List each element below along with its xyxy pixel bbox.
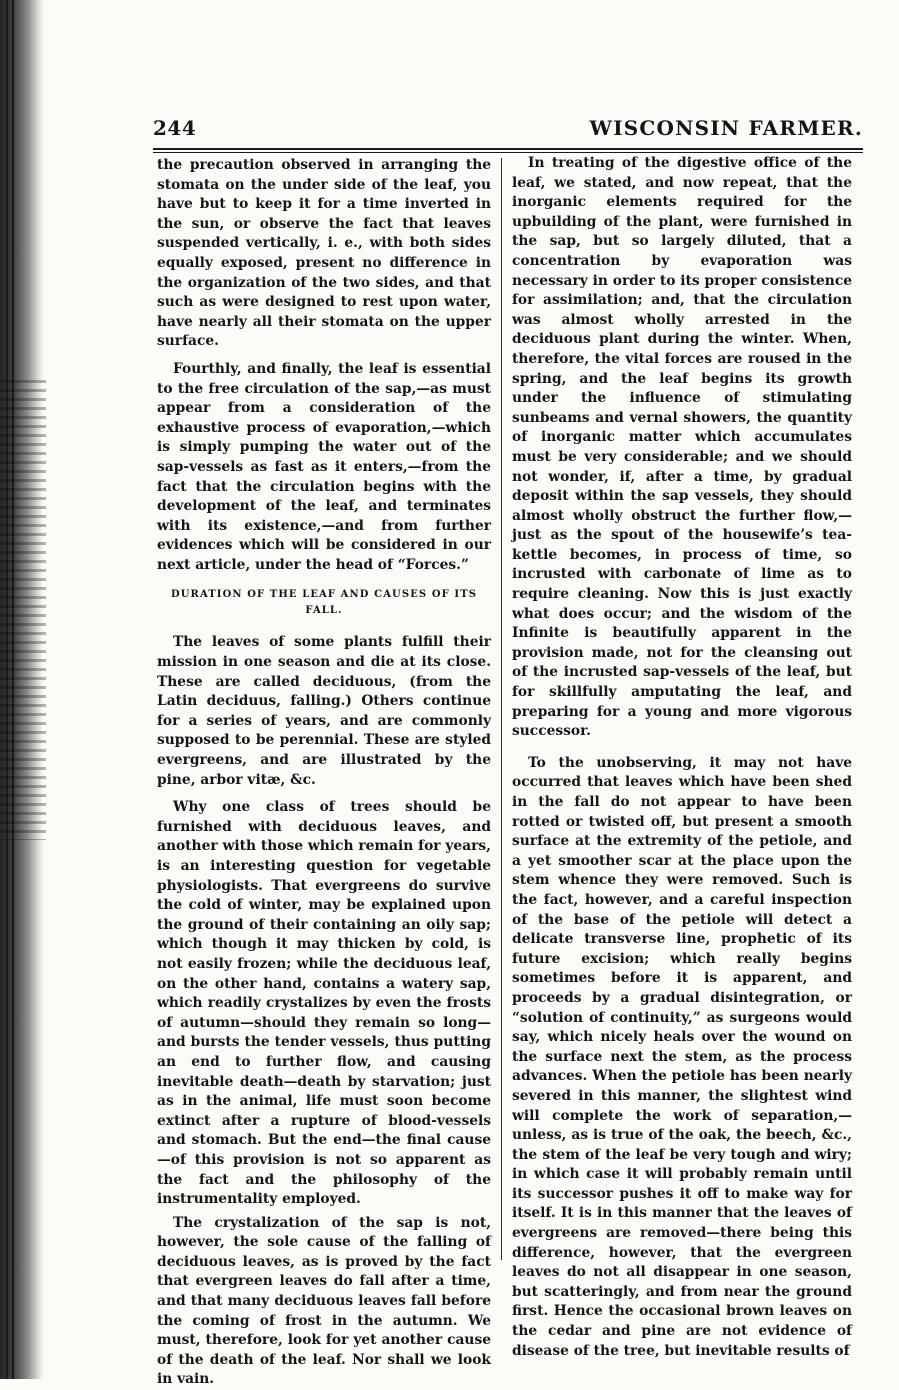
page-edge-bleed	[0, 380, 46, 840]
header-rule	[153, 148, 863, 153]
section-heading: DURATION OF THE LEAF AND CAUSES OF ITS FALL.	[170, 589, 478, 617]
left-column	[157, 156, 491, 1390]
page-number: 244	[153, 116, 197, 140]
paragraph: The crystalization of the sap is not, however, the sole cause of the falling of deciduous leaves, as is proved by the fact that evergreen leaves do fall after a time, and that many deciduous leaves fall before the coming of frost in the autumn. We must, therefore, look for yet another cause of the death of the leaf. Nor shall we look in vain.	[157, 1214, 491, 1388]
paragraph: The leaves of some plants fulfill their mission in one season and die at its close. These are called deciduous, (from the Latin deciduus, falling.) Others continue for a series of years, and are commonly supposed to be perennial. These are styled evergreens, and are illustrated by the pine, arbor vitæ, &c.	[157, 634, 491, 788]
column-divider	[501, 158, 502, 1260]
paragraph: the precaution observed in arranging the stomata on the under side of the leaf, you have but to keep it for a time inverted in the sun, or observe the fact that leaves suspended vertically, i. e., with both sides equally exposed, present no difference in the organization of the two sides, and that such as were designed to rest upon water, have nearly all their stomata on the upper surface.	[157, 157, 491, 350]
paragraph: Fourthly, and finally, the leaf is essential to the free circulation of the sap,—as must appear from a consideration of the exhaustive process of evaporation,—which is simply pumping the water out of the sap-vessels as fast as it enters,—from the fact that the circulation begins with the development of the leaf, and terminates with its existence,—and from further evidences which will be considered in our next article, under the head of “Forces.”	[157, 360, 491, 573]
right-column	[512, 154, 852, 1361]
running-title: WISCONSIN FARMER.	[589, 116, 863, 140]
page-header	[153, 116, 863, 150]
paragraph: In treating of the digestive office of the leaf, we stated, and now repeat, that the inorganic elements required for the upbuilding of the plant, were furnished in the sap, but so largely diluted, that a concentration by evaporation was necessary in order to its proper consistence for assimilation; and, that the circulation was almost wholly arrested in the deciduous plant during the winter. When, therefore, the vital forces are roused in the spring, and the leaf begins its growth under the influence of stimulating sunbeams and vernal showers, the quantity of inorganic matter which accumulates must be very considerable; and we should not wonder, if, after a time, by gradual deposit within the sap vessels, they should almost wholly obstruct the further flow,—just as the spout of the housewife’s tea-kettle becomes, in process of time, so incrusted with carbonate of lime as to require cleaning. Now this is just exactly what does occur; and the wisdom of the Infinite is beautifully apparent in the provision made, not for the cleansing out of the incrusted sap-vessels of the leaf, but for skillfully amputating the leaf, and preparing for a young and more vigorous successor.	[512, 155, 852, 740]
paragraph: Why one class of trees should be furnished with deciduous leaves, and another with those which remain for years, is an interesting question for vegetable physiologists. That evergreens do survive the cold of winter, may be explained upon the ground of their containing an oily sap; which though it may thicken by cold, is not easily frozen; while the deciduous leaf, on the other hand, contains a watery sap, which readily crystalizes by even the frosts of autumn—should they remain so long—and bursts the tender vessels, thus putting an end to further flow, and causing inevitable death—death by starvation; just as in the animal, life must soon become extinct after a rupture of blood-vessels and stomach. But the end—the final cause—of this provision is not so apparent as the fact and the philosophy of the instrumentality employed.	[157, 799, 491, 1208]
paragraph: To the unobserving, it may not have occurred that leaves which have been shed in the fall do not appear to have been rotted or twisted off, but present a smooth surface at the extremity of the petiole, and a yet smoother scar at the place upon the stem whence they were removed. Such is the fact, however, and a careful inspection of the base of the petiole will detect a delicate transverse line, prophetic of its future excision; which really begins sometimes before it is apparent, and proceeds by a gradual disintegration, or “solution of continuity,” as surgeons would say, which nicely heals over the wound on the surface next the stem, as the process advances. When the petiole has been nearly severed in this manner, the slightest wind will complete the work of separation,—unless, as is true of the oak, the beech, &c., the stem of the leaf be very tough and wiry; in which case it will probably remain until its successor pushes it off to make way for itself. It is in this manner that the leaves of evergreens are removed—there being this difference, however, that the evergreen leaves do not all disappear in one season, but scatteringly, and from near the ground first. Hence the occasional brown leaves on the cedar and pine are not evidence of disease of the tree, but inevitable results of	[512, 754, 852, 1359]
